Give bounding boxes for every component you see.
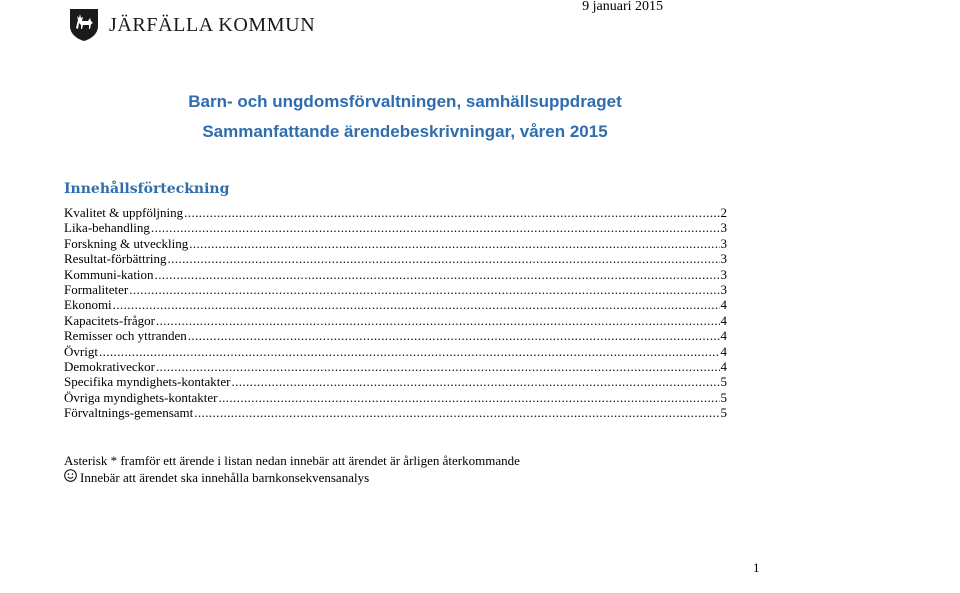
municipality-logo [69, 8, 315, 42]
toc-entry-label: Forskning & utveckling [64, 235, 189, 251]
toc-dot-leader [129, 282, 719, 297]
toc-entry[interactable] [64, 313, 727, 328]
toc-entry-page: 4 [720, 343, 727, 359]
smiley-icon [64, 469, 77, 486]
coat-of-arms-icon [69, 8, 99, 42]
toc-dot-leader [189, 236, 719, 251]
toc-entry-label: Övriga myndighets-kontakter [64, 389, 218, 405]
toc-entry[interactable] [64, 267, 727, 282]
toc-entry[interactable] [64, 282, 727, 297]
toc-entry-page: 4 [720, 297, 727, 313]
toc-entry[interactable] [64, 359, 727, 374]
toc-entry[interactable] [64, 344, 727, 359]
document-title: Barn- och ungdomsförvaltningen, samhällsuppdraget [188, 92, 622, 111]
toc-entry[interactable] [64, 251, 727, 266]
toc-entry-label: Ekonomi [64, 297, 112, 313]
toc-entry-label: Kapacitets-frågor [64, 312, 155, 328]
toc-entry[interactable] [64, 236, 727, 251]
toc-entry-page: 4 [720, 312, 727, 328]
toc-entry-page: 5 [720, 389, 727, 405]
toc-entry[interactable] [64, 205, 727, 220]
toc-dot-leader [99, 344, 720, 359]
toc-dot-leader [218, 390, 719, 405]
toc-entry-label: Övrigt [64, 343, 98, 359]
document-subtitle: Sammanfattande ärendebeskrivningar, våren 2015 [202, 122, 608, 141]
asterisk-note: Asterisk * framför ett ärende i listan nedan innebär att ärendet är årligen återkommande [64, 453, 520, 468]
toc-dot-leader [168, 251, 720, 266]
toc-entry-label: Resultat-förbättring [64, 251, 167, 267]
toc-entry-page: 3 [720, 281, 727, 297]
toc-entry-label: Demokrativeckor [64, 358, 155, 374]
toc-entry-label: Förvaltnings-gemensamt [64, 405, 194, 421]
toc-entry-page: 3 [720, 220, 727, 236]
toc-dot-leader [151, 220, 720, 235]
toc-dot-leader [184, 205, 719, 220]
toc-dot-leader [194, 405, 719, 420]
toc-entry-page: 4 [720, 328, 727, 344]
toc-entry-page: 3 [720, 251, 727, 267]
toc-entry-page: 3 [720, 266, 727, 282]
toc-entry[interactable] [64, 374, 727, 389]
page-number: 1 [753, 560, 760, 575]
toc-entry-label: Formaliteter [64, 281, 129, 297]
toc-dot-leader [156, 359, 720, 374]
toc-entry[interactable] [64, 297, 727, 312]
toc-entry[interactable] [64, 405, 727, 420]
toc-entry-label: Kvalitet & uppföljning [64, 205, 184, 220]
toc-entry-label: Remisser och yttranden [64, 328, 187, 344]
toc-entry-label: Specifika myndighets-kontakter [64, 374, 231, 390]
table-of-contents [64, 205, 727, 420]
toc-entry[interactable] [64, 390, 727, 405]
toc-dot-leader [188, 328, 720, 343]
document-date: 9 januari 2015 [582, 0, 663, 14]
toc-entry-page: 4 [720, 358, 727, 374]
toc-entry-page: 2 [720, 205, 727, 220]
toc-entry[interactable] [64, 220, 727, 235]
toc-dot-leader [155, 267, 720, 282]
toc-heading: Innehållsförteckning [64, 181, 230, 197]
toc-entry-page: 5 [720, 405, 727, 421]
toc-dot-leader [231, 374, 719, 389]
toc-dot-leader [156, 313, 720, 328]
toc-entry[interactable] [64, 328, 727, 343]
smiley-note [64, 469, 369, 486]
smiley-note-text: Innebär att ärendet ska innehålla barnkonsekvensanalys [80, 469, 370, 485]
toc-dot-leader [113, 297, 720, 312]
logo-text: JÄRFÄLLA KOMMUN [109, 13, 316, 36]
toc-entry-page: 5 [720, 374, 727, 390]
toc-entry-label: Lika-behandling [64, 220, 150, 236]
toc-entry-label: Kommuni-kation [64, 266, 154, 282]
toc-entry-page: 3 [720, 235, 727, 251]
